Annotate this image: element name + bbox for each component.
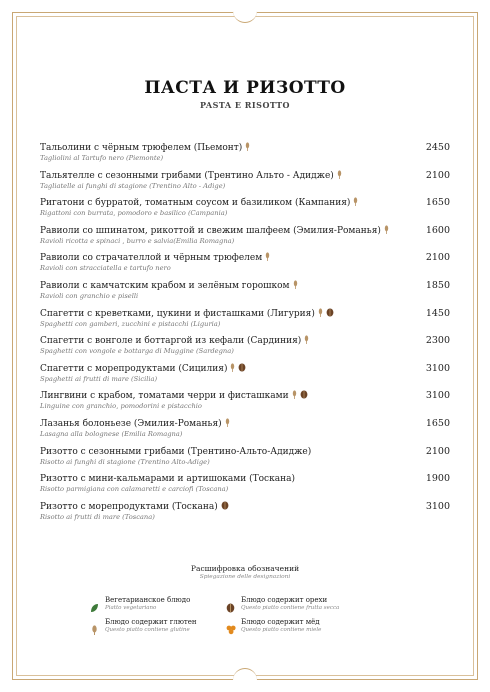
page-subtitle: PASTA E RISOTTO xyxy=(199,100,291,110)
dish-italian-name: Ravioli con granchio e piselli xyxy=(40,291,139,300)
dish-name-text: Лазанья болоньезе (Эмилия-Романья) xyxy=(40,418,222,429)
menu-item xyxy=(40,225,452,253)
dish-italian-name: Rigattoni con burrata, pomodoro e basilico (Campania) xyxy=(40,209,228,218)
menu-list xyxy=(40,142,452,528)
legend-subtitle: Spiegazione delle designazioni xyxy=(199,574,291,580)
dish-name-text: Равиоли с камчатским крабом и зелёным горошком xyxy=(40,280,290,291)
dish-name-text: Спагетти с вонголе и боттаргой из кефали (Сардиния) xyxy=(40,336,302,347)
vegetarian-icon xyxy=(90,598,99,617)
menu-item xyxy=(40,390,452,418)
dish-name xyxy=(40,446,311,458)
dish-price: 3100 xyxy=(425,362,450,374)
nuts-icon xyxy=(221,501,229,514)
menu-item xyxy=(40,170,452,198)
wheat-icon xyxy=(293,280,298,293)
dish-name-text: Лингвини с крабом, томатами черри и фисташками xyxy=(40,391,289,402)
dish-italian-name: Tagliolini al Tartufo nero (Piemonte) xyxy=(40,154,164,162)
wheat-icon xyxy=(292,390,297,403)
nuts-icon xyxy=(226,598,235,617)
legend-note: Questo piatto contiene frutta secca xyxy=(241,605,340,611)
menu-item xyxy=(40,446,452,474)
dish-italian-name: Ravioli con stracciatella e tartufo nero xyxy=(40,264,171,273)
dish-italian-name: Linguine con granchio, pomodorini e pistacchio xyxy=(40,402,202,411)
dish-name-text: Равиоли со шпинатом, рикоттой и свежим шалфеем (Эмилия-Романья) xyxy=(40,225,381,236)
dish-italian-name: Risotto ai frutti di mare (Toscana) xyxy=(40,512,155,521)
wheat-icon xyxy=(230,363,235,376)
menu-item xyxy=(40,252,452,280)
menu-item xyxy=(40,308,452,336)
dish-price: 2100 xyxy=(425,445,450,457)
dish-italian-name: Ravioli ricotta e spinaci , burro e salvia(Emilia Romagna) xyxy=(40,236,235,245)
legend-note: Questo piatto contiene miele xyxy=(241,627,322,633)
menu-item xyxy=(40,280,452,308)
dish-name-text: Тальятелле с сезонными грибами (Трентино Альто - Адидже) xyxy=(40,170,334,181)
nuts-icon xyxy=(300,390,308,403)
legend-note: Piatto vegetariano xyxy=(105,605,157,611)
page-title: ПАСТА И РИЗОТТО xyxy=(144,78,346,98)
legend-label: Вегетарианское блюдо xyxy=(105,596,191,604)
dish-name-text: Тальолини с чёрным трюфелем (Пьемонт) xyxy=(40,143,243,153)
dish-italian-name: Spaghetti ai frutti di mare (Sicilia) xyxy=(40,374,158,383)
dish-name xyxy=(40,473,295,485)
dish-italian-name: Spaghetti con gamberi, zucchini e pistacchi (Liguria) xyxy=(40,319,221,328)
menu-item xyxy=(40,473,452,501)
dish-price: 1900 xyxy=(425,473,450,485)
nuts-icon xyxy=(238,363,246,376)
legend-label: Блюдо содержит глютен xyxy=(105,618,197,626)
wheat-icon xyxy=(318,308,323,321)
dish-price: 2100 xyxy=(425,252,450,264)
dish-price: 1600 xyxy=(425,224,450,236)
wheat-icon xyxy=(384,225,389,238)
dish-name-text: Ризотто с сезонными грибами (Трентино-Альто-Адидже) xyxy=(40,446,312,457)
dish-price: 1650 xyxy=(425,197,450,209)
dish-price: 2300 xyxy=(425,335,450,347)
dish-italian-name: Risotto ai funghi di stagione (Trentino Alto-Adige) xyxy=(40,457,210,466)
dish-name-text: Равиоли со страчателлой и чёрным трюфелем xyxy=(40,253,263,264)
wheat-icon xyxy=(245,142,250,155)
dish-price: 3100 xyxy=(425,500,450,512)
menu-item xyxy=(40,418,452,446)
dish-name-text: Спагетти с креветками, цукини и фисташками (Лигурия) xyxy=(40,308,315,319)
legend-title: Расшифровка обозначений xyxy=(190,564,300,573)
dish-name-text: Ригатони с бурратой, томатным соусом и базиликом (Кампания) xyxy=(40,198,351,209)
dish-name-text: Спагетти с морепродуктами (Сицилия) xyxy=(40,363,228,374)
dish-name-text: Ризотто с мини-кальмарами и артишоками (Тоскана) xyxy=(40,474,295,485)
menu-item xyxy=(40,501,452,529)
dish-price: 3100 xyxy=(425,390,450,402)
nuts-icon xyxy=(326,308,334,321)
dish-name-text: Ризотто с морепродуктами (Тоскана) xyxy=(40,501,218,512)
wheat-icon xyxy=(225,418,230,431)
menu-item xyxy=(40,363,452,391)
dish-italian-name: Risotto parmigiana con calamaretti e carciofi (Toscana) xyxy=(40,485,229,494)
wheat-icon xyxy=(90,620,99,639)
legend-note: Questo piatto contiene glutine xyxy=(105,627,190,633)
dish-price: 2100 xyxy=(425,169,450,181)
wheat-icon xyxy=(337,170,342,183)
legend-label: Блюдо содержит мёд xyxy=(241,618,320,626)
dish-price: 1850 xyxy=(425,279,450,291)
dish-price: 1650 xyxy=(425,417,450,429)
dish-italian-name: Spaghetti con vongole e bottarga di Muggine (Sardegna) xyxy=(40,347,234,356)
dish-price: 1450 xyxy=(425,307,450,319)
menu-item xyxy=(40,335,452,363)
menu-item xyxy=(40,197,452,225)
wheat-icon xyxy=(265,252,270,265)
wheat-icon xyxy=(304,335,309,348)
wheat-icon xyxy=(353,197,358,210)
legend-label: Блюдо содержит орехи xyxy=(241,596,328,604)
dish-italian-name: Lasagna alla bolognese (Emilia Romagna) xyxy=(40,429,183,438)
dish-italian-name: Tagliatelle ai funghi di stagione (Trentino Alto - Adige) xyxy=(40,181,226,190)
menu-item xyxy=(40,142,452,170)
honey-icon xyxy=(226,620,236,639)
dish-price: 2450 xyxy=(425,142,450,153)
